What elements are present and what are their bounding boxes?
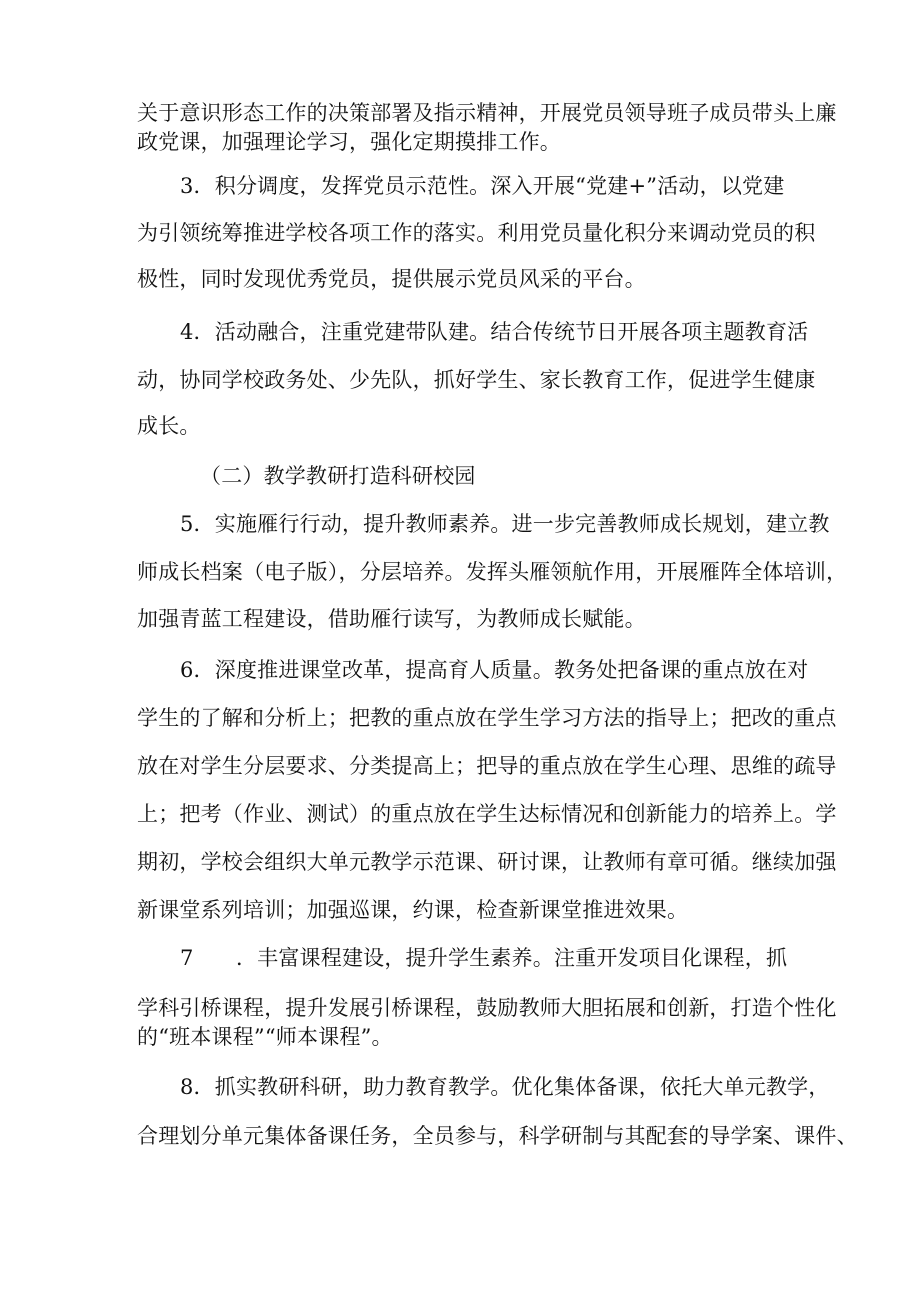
list-item-8: 8．抓实教研科研，助力教育教学。优化集体备课，依托大单元教学， [180, 1075, 830, 1099]
body-text-line: 放在对学生分层要求、分类提高上；把导的重点放在学生心理、思维的疏导 [137, 754, 837, 778]
body-text-line: 师成长档案（电子版），分层培养。发挥头雁领航作用，开展雁阵全体培训， [137, 560, 848, 584]
body-text-line: 的“班本课程”“师本课程”。 [137, 1025, 393, 1049]
list-item-5: 5．实施雁行行动，提升教师素养。进一步完善教师成长规划，建立教 [180, 512, 830, 536]
body-text-line: 为引领统筹推进学校各项工作的落实。利用党员量化积分来调动党员的积 [137, 221, 816, 245]
body-text-line: 成长。 [137, 414, 201, 438]
list-item-3: 3．积分调度，发挥党员示范性。深入开展“党建+”活动，以党建 [180, 174, 785, 198]
list-item-4: 4．活动融合，注重党建带队建。结合传统节日开展各项主题教育活 [180, 320, 809, 344]
body-text-line: 期初，学校会组织大单元教学示范课、研讨课，让教师有章可循。继续加强 [137, 850, 837, 874]
body-text-line: 学科引桥课程，提升发展引桥课程，鼓励教师大胆拓展和创新，打造个性化 [137, 996, 837, 1020]
section-heading: （二）教学教研打造科研校园 [200, 464, 476, 488]
body-text-line: 新课堂系列培训；加强巡课，约课，检查新课堂推进效果。 [137, 898, 689, 922]
body-text-line: 极性，同时发现优秀党员，提供展示党员风采的平台。 [137, 267, 646, 291]
list-item-6: 6．深度推进课堂改革，提高育人质量。教务处把备课的重点放在对 [180, 658, 809, 682]
body-text-line: 上；把考（作业、测试）的重点放在学生达标情况和创新能力的培养上。学 [137, 802, 837, 826]
body-text-line: 动，协同学校政务处、少先队，抓好学生、家长教育工作，促进学生健康 [137, 368, 816, 392]
body-text-line: 学生的了解和分析上；把教的重点放在学生学习方法的指导上；把改的重点 [137, 706, 837, 730]
list-item-7: 7 ．丰富课程建设，提升学生素养。注重开发项目化课程，抓 [180, 946, 788, 970]
body-text-line: 政党课，加强理论学习，强化定期摸排工作。 [137, 130, 561, 154]
body-text-line: 合理划分单元集体备课任务，全员参与，科学研制与其配套的导学案、课件、 [137, 1124, 858, 1148]
body-text-line: 关于意识形态工作的决策部署及指示精神，开展党员领导班子成员带头上廉 [137, 101, 837, 125]
body-text-line: 加强青蓝工程建设，借助雁行读写，为教师成长赋能。 [137, 607, 646, 631]
